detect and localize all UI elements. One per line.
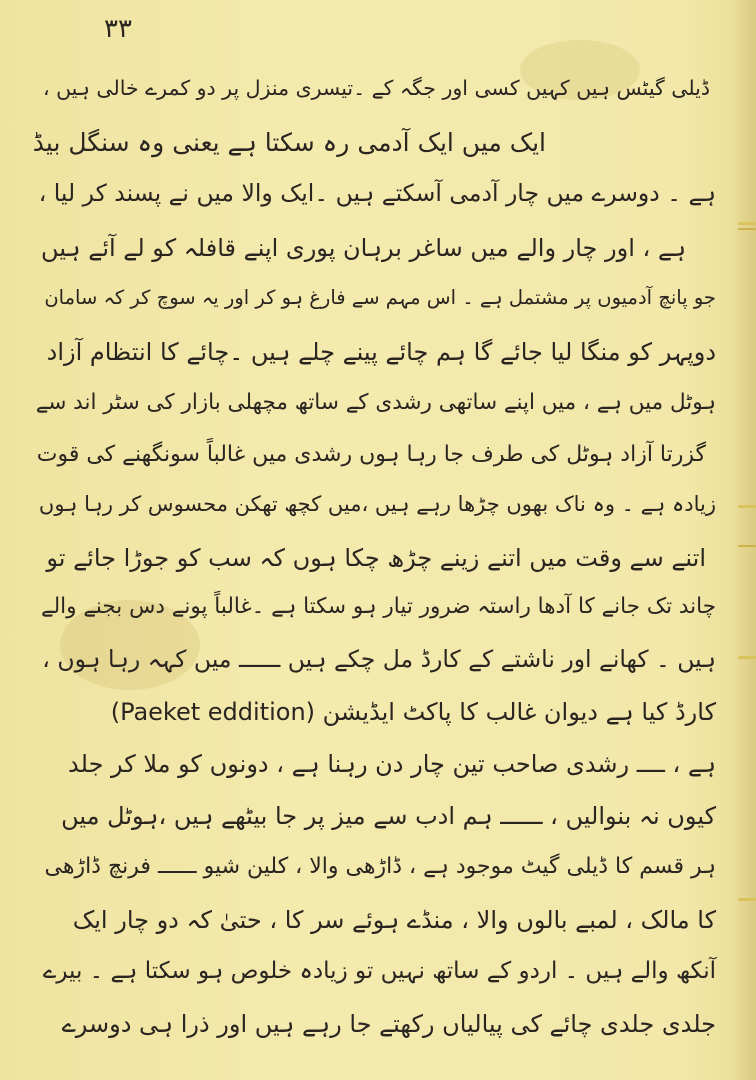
text-line: زیادہ ہے ۔ وہ ناک بھوں چڑھا رہے ہیں ،میں کچھ تھکن محسوس کر رہا ہوں [38,492,716,516]
text-line: ہر قسم کا ڈیلی گیٹ موجود ہے ، ڈاڑھی والا ، کلین شیو ــــــ فرنچ ڈاڑھی [44,854,716,879]
text-line: اتنے سے وقت میں اتنے زینے چڑھ چکا ہوں کہ سب کو جوڑا جائے تو [46,544,706,572]
text-line: دوپہر کو منگا لیا جائے گا ہم چائے پینے چلے ہیں ۔چائے کا انتظام آزاد [46,338,716,366]
text-line: ہے ، اور چار والے میں ساغر برہان پوری اپنے قافلہ کو لے آئے ہیں [41,234,686,262]
text-line: ڈیلی گیٹس ہیں کہیں کسی اور جگہ کے ۔تیسری منزل پر دو کمرے خالی ہیں ، [42,76,710,100]
text-line: چاند تک جانے کا آدھا راستہ ضرور تیار ہو سکتا ہے ۔غالباً پونے دس بجنے والے [41,594,716,619]
text-line: جلدی جلدی چائے کی پیالیاں رکھتے جا رہے ہیں اور ذرا ہی دوسرے [61,1010,716,1038]
text-line: ایک میں ایک آدمی رہ سکتا ہے یعنی وہ سنگل بیڈ [32,128,546,157]
text-line: ہے ، ــــ رشدی صاحب تین چار دن رہنا ہے ، دونوں کو ملا کر جلد [68,750,716,778]
text-line: جو پانچ آدمیوں پر مشتمل ہے ۔ اس مہم سے فارغ ہو کر اور یہ سوچ کر کہ سامان [44,286,716,309]
text-line: آنکھ والے ہیں ۔ اردو کے ساتھ نہیں تو زیادہ خلوص ہو سکتا ہے ۔ بیرے [42,958,716,984]
text-line: کا مالک ، لمبے بالوں والا ، منڈے ہوئے سر کا ، حتیٰ کہ دو چار ایک [72,906,716,934]
text-line: کیوں نہ بنوالیں ، ــــــ ہم ادب سے میز پر جا بیٹھے ہیں ،ہوٹل میں [61,802,716,830]
text-line: ہوٹل میں ہے ، میں اپنے ساتھی رشدی کے ساتھ مچھلی بازار کی سٹر اند سے [35,390,716,415]
text-line: گزرتا آزاد ہوٹل کی طرف جا رہا ہوں رشدی میں غالباً سونگھنے کی قوت [36,442,706,467]
text-line: ہیں ۔ کھانے اور ناشتے کے کارڈ مل چکے ہیں ــــــ میں کہہ رہا ہوں ، [42,645,716,673]
text-line: کارڈ کیا ہے دیوان غالب کا پاکٹ ایڈیشن (Paeket eddition) [110,698,716,726]
page-number: ۳۳ [104,14,132,44]
text-line: ہے ۔ دوسرے میں چار آدمی آسکتے ہیں ۔ایک والا میں نے پسند کر لیا ، [38,179,716,207]
